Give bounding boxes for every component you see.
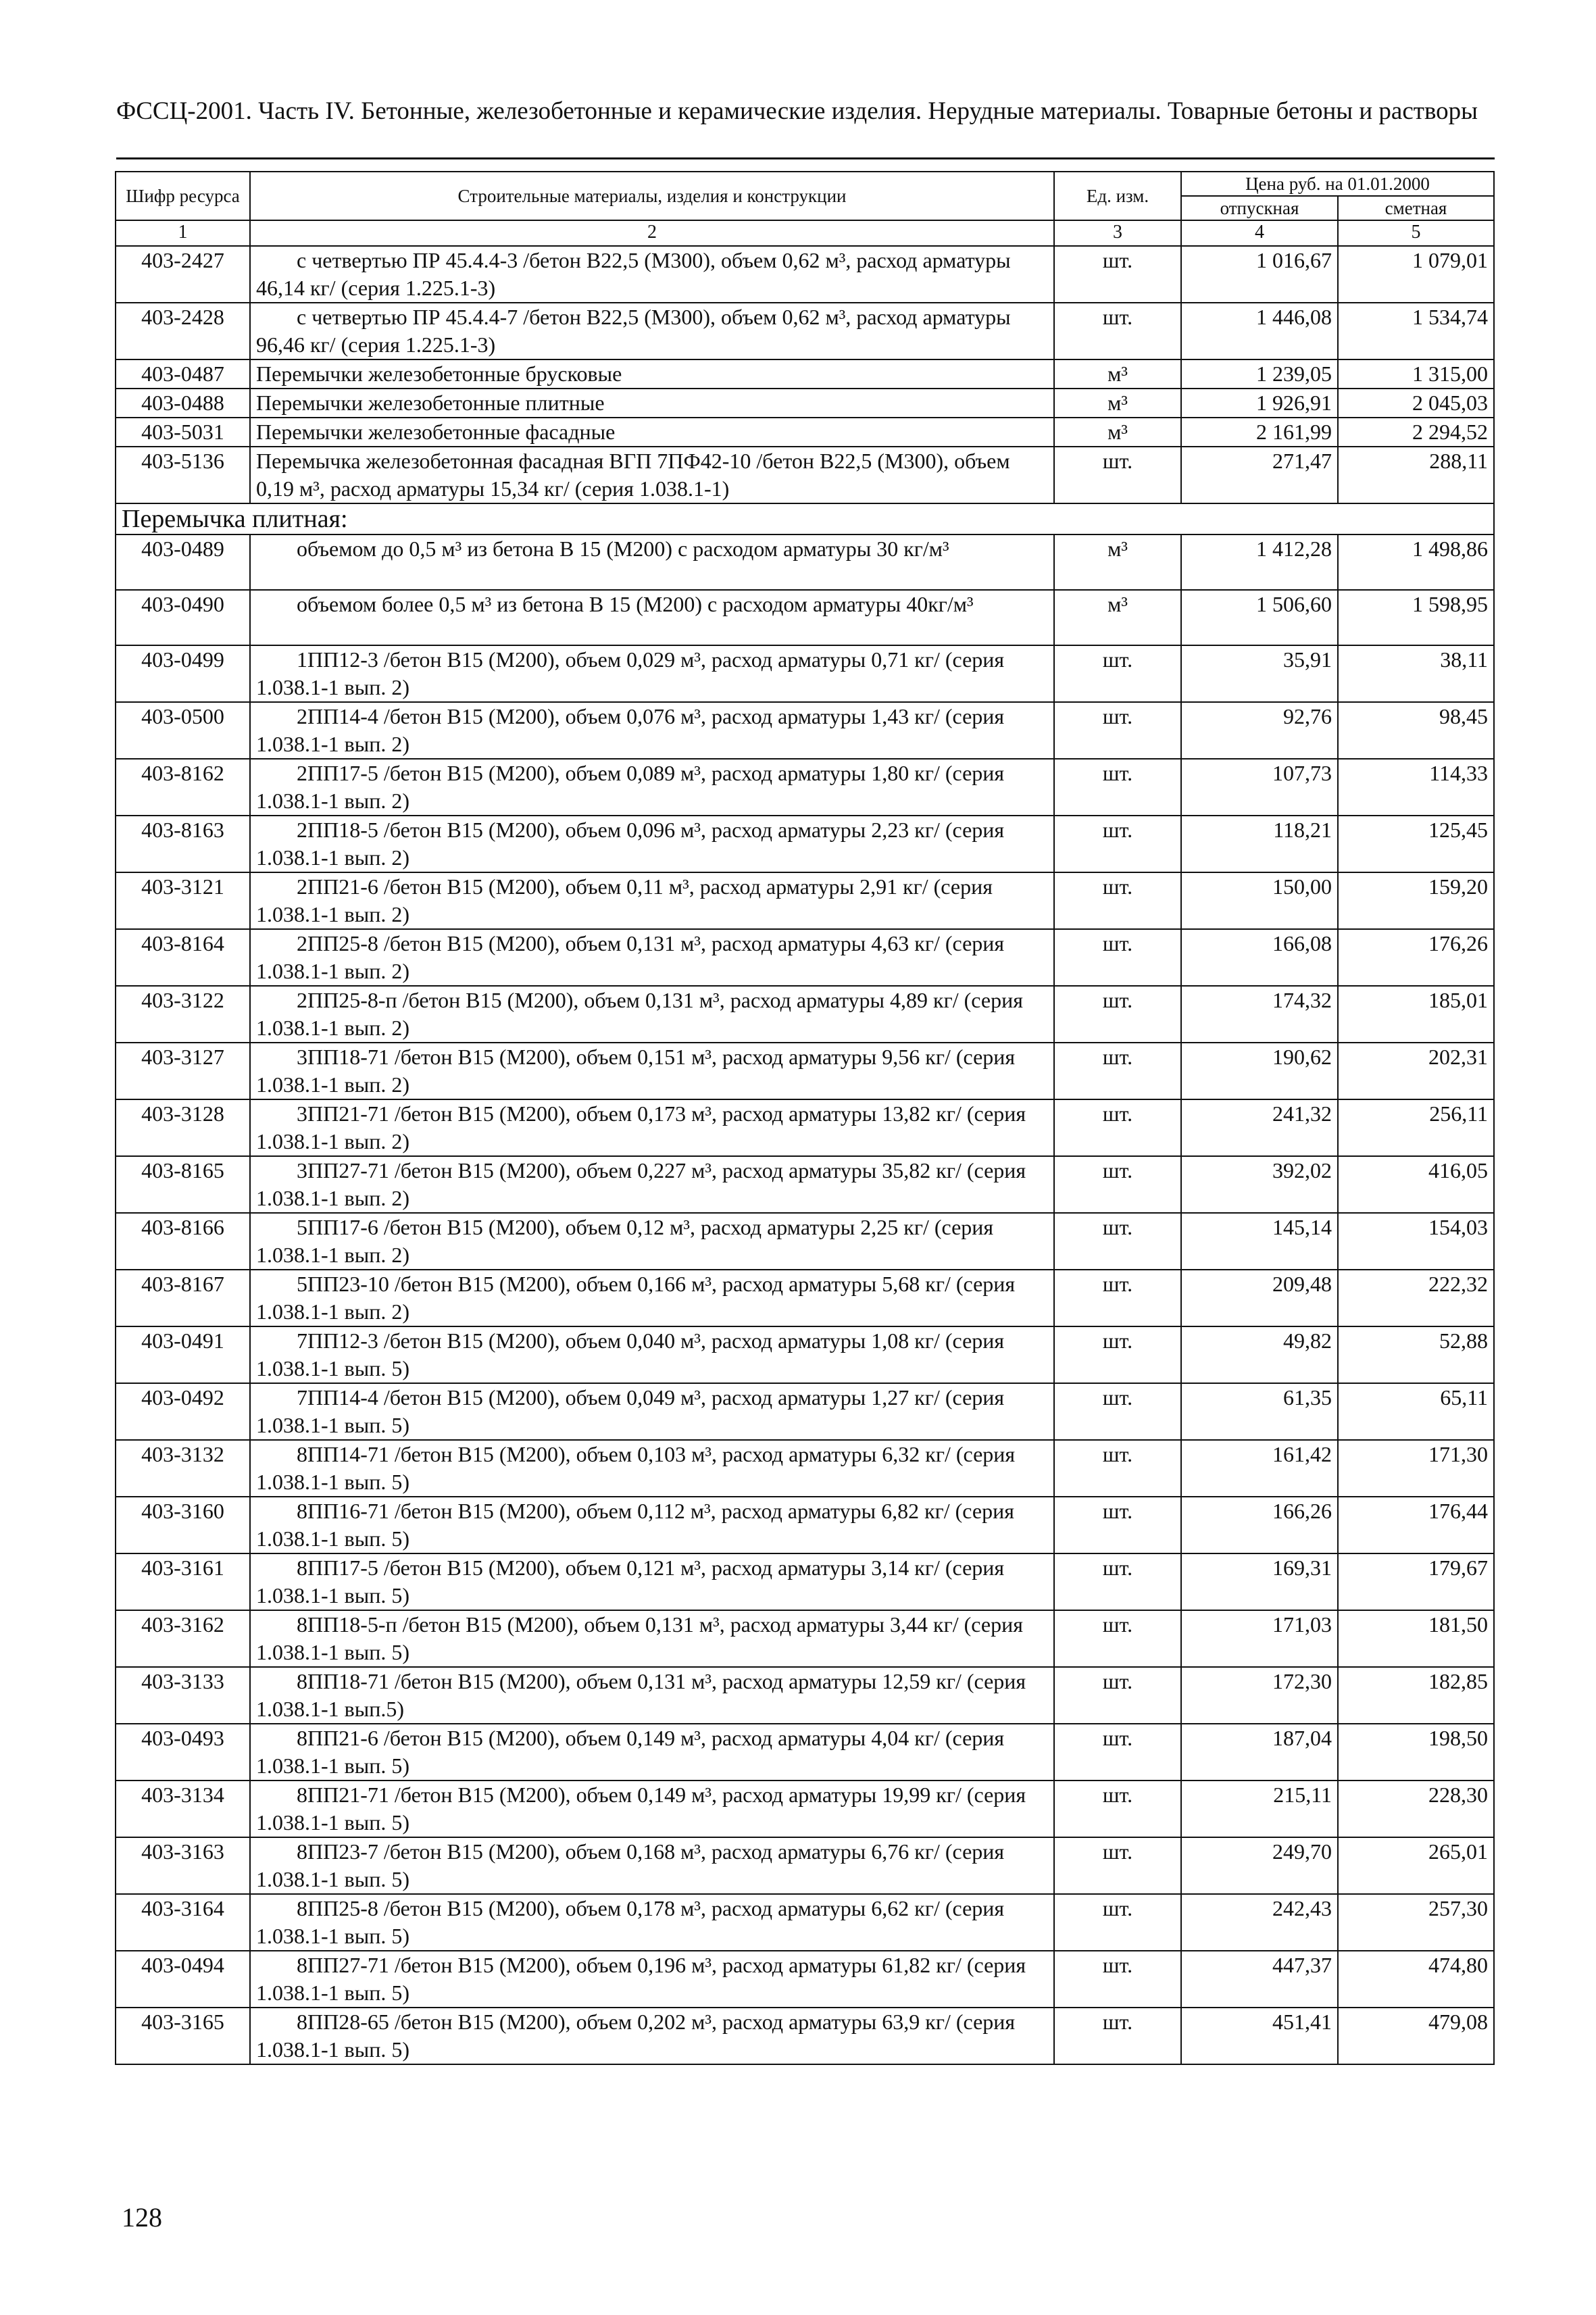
page-number: 128 (122, 2202, 162, 2233)
page-header-title: ФССЦ-2001. Часть IV. Бетонные, железобетонные и керамические изделия. Нерудные материалы. Товарные бетоны и растворы (116, 97, 1478, 125)
estimate-price: 1 534,74 (1338, 303, 1494, 359)
release-price: 61,35 (1181, 1383, 1338, 1440)
item-description-text: 8ПП21-6 /бетон В15 (М200), объем 0,149 м³, расход арматуры 4,04 кг/ (серия 1.038.1-1 вып. 5) (256, 1726, 1005, 1778)
table-row (116, 1156, 1494, 1213)
item-description (250, 1553, 1054, 1610)
release-price: 166,26 (1181, 1497, 1338, 1553)
release-price: 392,02 (1181, 1156, 1338, 1213)
item-description-text: 2ПП25-8 /бетон В15 (М200), объем 0,131 м³, расход арматуры 4,63 кг/ (серия 1.038.1-1 вып. 2) (256, 931, 1005, 983)
item-description-text: 8ПП18-5-п /бетон В15 (М200), объем 0,131 м³, расход арматуры 3,44 кг/ (серия 1.038.1-1 вып. 5) (256, 1612, 1023, 1664)
estimate-price: 176,26 (1338, 929, 1494, 986)
resource-code: 403-3165 (116, 2008, 250, 2064)
item-description-text: 1ПП12-3 /бетон В15 (М200), объем 0,029 м³, расход арматуры 0,71 кг/ (серия 1.038.1-1 вып. 2) (256, 647, 1005, 699)
estimate-price: 1 315,00 (1338, 359, 1494, 389)
item-description-text: 8ПП18-71 /бетон В15 (М200), объем 0,131 м³, расход арматуры 12,59 кг/ (серия 1.038.1-1 вып.5) (256, 1669, 1026, 1721)
item-description-text: 2ПП25-8-п /бетон В15 (М200), объем 0,131 м³, расход арматуры 4,89 кг/ (серия 1.038.1-1 вып. 2) (256, 988, 1023, 1040)
item-description-text: с четвертью ПР 45.4.4-7 /бетон В22,5 (М300), объем 0,62 м³, расход арматуры 96,46 кг/ (серия 1.225.1-3) (256, 305, 1011, 357)
release-price: 169,31 (1181, 1553, 1338, 1610)
resource-code: 403-3128 (116, 1099, 250, 1156)
item-description (250, 2008, 1054, 2064)
resource-code: 403-3160 (116, 1497, 250, 1553)
item-description (250, 1837, 1054, 1894)
item-description (250, 816, 1054, 872)
item-description-text: 3ПП18-71 /бетон В15 (М200), объем 0,151 м³, расход арматуры 9,56 кг/ (серия 1.038.1-1 вып. 2) (256, 1045, 1016, 1097)
table-row (116, 1724, 1494, 1781)
estimate-price: 181,50 (1338, 1610, 1494, 1667)
resource-code: 403-0499 (116, 645, 250, 702)
estimate-price: 479,08 (1338, 2008, 1494, 2064)
estimate-price: 1 498,86 (1338, 534, 1494, 590)
release-price: 49,82 (1181, 1326, 1338, 1383)
unit-of-measure: шт. (1054, 1553, 1181, 1610)
release-price: 451,41 (1181, 2008, 1338, 2064)
item-description (250, 645, 1054, 702)
table-row (116, 447, 1494, 503)
resource-code: 403-3132 (116, 1440, 250, 1497)
unit-of-measure: шт. (1054, 759, 1181, 816)
item-description (250, 1099, 1054, 1156)
table-row (116, 2008, 1494, 2064)
item-description-text: Перемычки железобетонные фасадные (256, 420, 616, 444)
unit-of-measure: шт. (1054, 1213, 1181, 1270)
table-row (116, 1667, 1494, 1724)
resource-code: 403-3127 (116, 1043, 250, 1099)
table-row (116, 645, 1494, 702)
item-description (250, 359, 1054, 389)
unit-of-measure: шт. (1054, 872, 1181, 929)
resource-code: 403-2427 (116, 246, 250, 303)
resource-code: 403-8165 (116, 1156, 250, 1213)
item-description (250, 1724, 1054, 1781)
item-description-text: 3ПП27-71 /бетон В15 (М200), объем 0,227 м³, расход арматуры 35,82 кг/ (серия 1.038.1-1 вып. 2) (256, 1158, 1026, 1210)
item-description-text: 8ПП25-8 /бетон В15 (М200), объем 0,178 м³, расход арматуры 6,62 кг/ (серия 1.038.1-1 вып. 5) (256, 1896, 1005, 1948)
unit-of-measure: шт. (1054, 447, 1181, 503)
resource-code: 403-0487 (116, 359, 250, 389)
unit-of-measure: м³ (1054, 534, 1181, 590)
item-description-text: 5ПП17-6 /бетон В15 (М200), объем 0,12 м³, расход арматуры 2,25 кг/ (серия 1.038.1-1 вып. 2) (256, 1215, 994, 1267)
release-price: 271,47 (1181, 447, 1338, 503)
unit-of-measure: шт. (1054, 645, 1181, 702)
item-description (250, 1383, 1054, 1440)
header-code: Шифр ресурса (116, 172, 250, 220)
estimate-price: 114,33 (1338, 759, 1494, 816)
estimate-price: 125,45 (1338, 816, 1494, 872)
resource-code: 403-0494 (116, 1951, 250, 2008)
table-row (116, 1383, 1494, 1440)
table-row (116, 702, 1494, 759)
section-title: Перемычка плитная: (116, 503, 1494, 534)
item-description-text: 8ПП16-71 /бетон В15 (М200), объем 0,112 м³, расход арматуры 6,82 кг/ (серия 1.038.1-1 вып. 5) (256, 1499, 1014, 1551)
table-row (116, 1440, 1494, 1497)
unit-of-measure: м³ (1054, 389, 1181, 418)
table-row (116, 1043, 1494, 1099)
release-price: 1 926,91 (1181, 389, 1338, 418)
estimate-price: 179,67 (1338, 1553, 1494, 1610)
unit-of-measure: шт. (1054, 246, 1181, 303)
item-description-text: 8ПП21-71 /бетон В15 (М200), объем 0,149 м³, расход арматуры 19,99 кг/ (серия 1.038.1-1 вып. 5) (256, 1783, 1026, 1835)
estimate-price: 65,11 (1338, 1383, 1494, 1440)
resource-code: 403-0493 (116, 1724, 250, 1781)
header-unit: Ед. изм. (1054, 172, 1181, 220)
estimate-price: 288,11 (1338, 447, 1494, 503)
item-description (250, 1326, 1054, 1383)
release-price: 174,32 (1181, 986, 1338, 1043)
table-row (116, 759, 1494, 816)
item-description-text: 7ПП14-4 /бетон В15 (М200), объем 0,049 м³, расход арматуры 1,27 кг/ (серия 1.038.1-1 вып. 5) (256, 1385, 1005, 1437)
item-description-text: объемом до 0,5 м³ из бетона В 15 (М200) с расходом арматуры 30 кг/м³ (297, 537, 949, 561)
release-price: 1 506,60 (1181, 590, 1338, 645)
resource-code: 403-2428 (116, 303, 250, 359)
estimate-price: 2 045,03 (1338, 389, 1494, 418)
table-row (116, 872, 1494, 929)
unit-of-measure: шт. (1054, 986, 1181, 1043)
item-description-text: 8ПП27-71 /бетон В15 (М200), объем 0,196 м³, расход арматуры 61,82 кг/ (серия 1.038.1-1 вып. 5) (256, 1953, 1026, 2005)
unit-of-measure: шт. (1054, 702, 1181, 759)
resource-code: 403-8162 (116, 759, 250, 816)
item-description (250, 1440, 1054, 1497)
item-description-text: 5ПП23-10 /бетон В15 (М200), объем 0,166 м³, расход арматуры 5,68 кг/ (серия 1.038.1-1 вып. 2) (256, 1272, 1016, 1324)
unit-of-measure: шт. (1054, 1270, 1181, 1326)
unit-of-measure: шт. (1054, 816, 1181, 872)
item-description (250, 929, 1054, 986)
release-price: 161,42 (1181, 1440, 1338, 1497)
resource-code: 403-3161 (116, 1553, 250, 1610)
header-description: Строительные материалы, изделия и конструкции (250, 172, 1054, 220)
release-price: 190,62 (1181, 1043, 1338, 1099)
table-row (116, 389, 1494, 418)
header-estimate-price: сметная (1338, 196, 1494, 220)
release-price: 1 446,08 (1181, 303, 1338, 359)
unit-of-measure: шт. (1054, 303, 1181, 359)
unit-of-measure: шт. (1054, 1837, 1181, 1894)
resource-code: 403-8164 (116, 929, 250, 986)
resource-code: 403-3164 (116, 1894, 250, 1951)
estimate-price: 38,11 (1338, 645, 1494, 702)
table-row (116, 359, 1494, 389)
unit-of-measure: м³ (1054, 418, 1181, 447)
table-row (116, 534, 1494, 590)
table-row (116, 1099, 1494, 1156)
release-price: 1 016,67 (1181, 246, 1338, 303)
table-row (116, 1326, 1494, 1383)
item-description (250, 1497, 1054, 1553)
resource-code: 403-0492 (116, 1383, 250, 1440)
item-description (250, 702, 1054, 759)
item-description (250, 1894, 1054, 1951)
release-price: 92,76 (1181, 702, 1338, 759)
item-description-text: Перемычки железобетонные плитные (256, 391, 605, 415)
release-price: 145,14 (1181, 1213, 1338, 1270)
item-description (250, 1043, 1054, 1099)
unit-of-measure: шт. (1054, 1326, 1181, 1383)
release-price: 447,37 (1181, 1951, 1338, 2008)
estimate-price: 182,85 (1338, 1667, 1494, 1724)
item-description (250, 1951, 1054, 2008)
table-row (116, 418, 1494, 447)
estimate-price: 171,30 (1338, 1440, 1494, 1497)
table-row (116, 816, 1494, 872)
unit-of-measure: шт. (1054, 1667, 1181, 1724)
unit-of-measure: шт. (1054, 1724, 1181, 1781)
unit-of-measure: шт. (1054, 1440, 1181, 1497)
item-description-text: 2ПП18-5 /бетон В15 (М200), объем 0,096 м³, расход арматуры 2,23 кг/ (серия 1.038.1-1 вып. 2) (256, 818, 1005, 870)
item-description (250, 447, 1054, 503)
resource-code: 403-5031 (116, 418, 250, 447)
table-row (116, 1837, 1494, 1894)
column-number-row (116, 220, 1494, 246)
release-price: 172,30 (1181, 1667, 1338, 1724)
item-description-text: объемом более 0,5 м³ из бетона В 15 (М200) с расходом арматуры 40кг/м³ (297, 592, 974, 616)
item-description (250, 590, 1054, 645)
resource-code: 403-3122 (116, 986, 250, 1043)
table-row (116, 1610, 1494, 1667)
item-description-text: 2ПП21-6 /бетон В15 (М200), объем 0,11 м³, расход арматуры 2,91 кг/ (серия 1.038.1-1 вып. 2) (256, 874, 993, 926)
release-price: 107,73 (1181, 759, 1338, 816)
table-row (116, 929, 1494, 986)
resource-code: 403-0488 (116, 389, 250, 418)
release-price: 118,21 (1181, 816, 1338, 872)
item-description-text: 2ПП14-4 /бетон В15 (М200), объем 0,076 м³, расход арматуры 1,43 кг/ (серия 1.038.1-1 вып. 2) (256, 704, 1005, 756)
release-price: 1 239,05 (1181, 359, 1338, 389)
estimate-price: 1 598,95 (1338, 590, 1494, 645)
unit-of-measure: м³ (1054, 359, 1181, 389)
table-row (116, 246, 1494, 303)
estimate-price: 154,03 (1338, 1213, 1494, 1270)
estimate-price: 416,05 (1338, 1156, 1494, 1213)
table-row (116, 590, 1494, 645)
release-price: 241,32 (1181, 1099, 1338, 1156)
section-row (116, 503, 1494, 534)
item-description (250, 1781, 1054, 1837)
resource-code: 403-3163 (116, 1837, 250, 1894)
item-description (250, 1213, 1054, 1270)
column-number: 3 (1054, 220, 1181, 246)
resource-code: 403-3133 (116, 1667, 250, 1724)
table-row (116, 1894, 1494, 1951)
release-price: 215,11 (1181, 1781, 1338, 1837)
release-price: 209,48 (1181, 1270, 1338, 1326)
estimate-price: 198,50 (1338, 1724, 1494, 1781)
column-number: 4 (1181, 220, 1338, 246)
item-description (250, 418, 1054, 447)
unit-of-measure: шт. (1054, 2008, 1181, 2064)
estimate-price: 52,88 (1338, 1326, 1494, 1383)
estimate-price: 474,80 (1338, 1951, 1494, 2008)
estimate-price: 2 294,52 (1338, 418, 1494, 447)
resource-code: 403-3162 (116, 1610, 250, 1667)
item-description-text: Перемычка железобетонная фасадная ВГП 7ПФ42-10 /бетон В22,5 (М300), объем 0,19 м³, расход арматуры 15,34 кг/ (серия 1.038.1-1) (256, 449, 1010, 501)
header-divider (116, 157, 1495, 159)
unit-of-measure: шт. (1054, 1894, 1181, 1951)
release-price: 249,70 (1181, 1837, 1338, 1894)
resource-code: 403-0489 (116, 534, 250, 590)
unit-of-measure: шт. (1054, 1781, 1181, 1837)
item-description-text: 3ПП21-71 /бетон В15 (М200), объем 0,173 м³, расход арматуры 13,82 кг/ (серия 1.038.1-1 вып. 2) (256, 1101, 1026, 1153)
item-description (250, 246, 1054, 303)
resource-code: 403-3121 (116, 872, 250, 929)
release-price: 242,43 (1181, 1894, 1338, 1951)
column-number: 2 (250, 220, 1054, 246)
item-description (250, 872, 1054, 929)
resource-code: 403-8166 (116, 1213, 250, 1270)
item-description (250, 1270, 1054, 1326)
column-number: 1 (116, 220, 250, 246)
unit-of-measure: шт. (1054, 1951, 1181, 2008)
table-row (116, 1497, 1494, 1553)
item-description (250, 759, 1054, 816)
estimate-price: 228,30 (1338, 1781, 1494, 1837)
estimate-price: 257,30 (1338, 1894, 1494, 1951)
item-description (250, 389, 1054, 418)
price-table (115, 171, 1495, 2065)
release-price: 166,08 (1181, 929, 1338, 986)
estimate-price: 1 079,01 (1338, 246, 1494, 303)
unit-of-measure: шт. (1054, 1497, 1181, 1553)
estimate-price: 202,31 (1338, 1043, 1494, 1099)
item-description-text: 2ПП17-5 /бетон В15 (М200), объем 0,089 м³, расход арматуры 1,80 кг/ (серия 1.038.1-1 вып. 2) (256, 761, 1005, 813)
resource-code: 403-0491 (116, 1326, 250, 1383)
release-price: 187,04 (1181, 1724, 1338, 1781)
table-row (116, 303, 1494, 359)
header-price-group: Цена руб. на 01.01.2000 (1181, 172, 1494, 196)
unit-of-measure: шт. (1054, 1383, 1181, 1440)
item-description (250, 986, 1054, 1043)
item-description-text: 8ПП28-65 /бетон В15 (М200), объем 0,202 м³, расход арматуры 63,9 кг/ (серия 1.038.1-1 вып. 5) (256, 2010, 1016, 2062)
table-row (116, 1781, 1494, 1837)
release-price: 150,00 (1181, 872, 1338, 929)
estimate-price: 185,01 (1338, 986, 1494, 1043)
table-row (116, 1951, 1494, 2008)
unit-of-measure: м³ (1054, 590, 1181, 645)
estimate-price: 265,01 (1338, 1837, 1494, 1894)
estimate-price: 159,20 (1338, 872, 1494, 929)
resource-code: 403-0500 (116, 702, 250, 759)
unit-of-measure: шт. (1054, 1043, 1181, 1099)
item-description (250, 534, 1054, 590)
release-price: 171,03 (1181, 1610, 1338, 1667)
estimate-price: 222,32 (1338, 1270, 1494, 1326)
resource-code: 403-0490 (116, 590, 250, 645)
release-price: 1 412,28 (1181, 534, 1338, 590)
column-number: 5 (1338, 220, 1494, 246)
item-description (250, 1610, 1054, 1667)
estimate-price: 176,44 (1338, 1497, 1494, 1553)
item-description-text: с четвертью ПР 45.4.4-3 /бетон В22,5 (М300), объем 0,62 м³, расход арматуры 46,14 кг/ (серия 1.225.1-3) (256, 248, 1011, 300)
release-price: 35,91 (1181, 645, 1338, 702)
item-description-text: 8ПП17-5 /бетон В15 (М200), объем 0,121 м³, расход арматуры 3,14 кг/ (серия 1.038.1-1 вып. 5) (256, 1555, 1005, 1608)
item-description-text: 8ПП14-71 /бетон В15 (М200), объем 0,103 м³, расход арматуры 6,32 кг/ (серия 1.038.1-1 вып. 5) (256, 1442, 1016, 1494)
item-description (250, 1156, 1054, 1213)
unit-of-measure: шт. (1054, 1156, 1181, 1213)
release-price: 2 161,99 (1181, 418, 1338, 447)
table-row (116, 1553, 1494, 1610)
header-release-price: отпускная (1181, 196, 1338, 220)
item-description (250, 303, 1054, 359)
table-row (116, 1270, 1494, 1326)
estimate-price: 256,11 (1338, 1099, 1494, 1156)
resource-code: 403-5136 (116, 447, 250, 503)
resource-code: 403-3134 (116, 1781, 250, 1837)
unit-of-measure: шт. (1054, 929, 1181, 986)
resource-code: 403-8163 (116, 816, 250, 872)
table-row (116, 986, 1494, 1043)
item-description-text: 8ПП23-7 /бетон В15 (М200), объем 0,168 м³, расход арматуры 6,76 кг/ (серия 1.038.1-1 вып. 5) (256, 1839, 1005, 1891)
resource-code: 403-8167 (116, 1270, 250, 1326)
unit-of-measure: шт. (1054, 1610, 1181, 1667)
table-body (116, 246, 1494, 2064)
item-description-text: Перемычки железобетонные брусковые (256, 362, 622, 386)
item-description (250, 1667, 1054, 1724)
estimate-price: 98,45 (1338, 702, 1494, 759)
unit-of-measure: шт. (1054, 1099, 1181, 1156)
table-row (116, 1213, 1494, 1270)
item-description-text: 7ПП12-3 /бетон В15 (М200), объем 0,040 м³, расход арматуры 1,08 кг/ (серия 1.038.1-1 вып. 5) (256, 1328, 1005, 1380)
